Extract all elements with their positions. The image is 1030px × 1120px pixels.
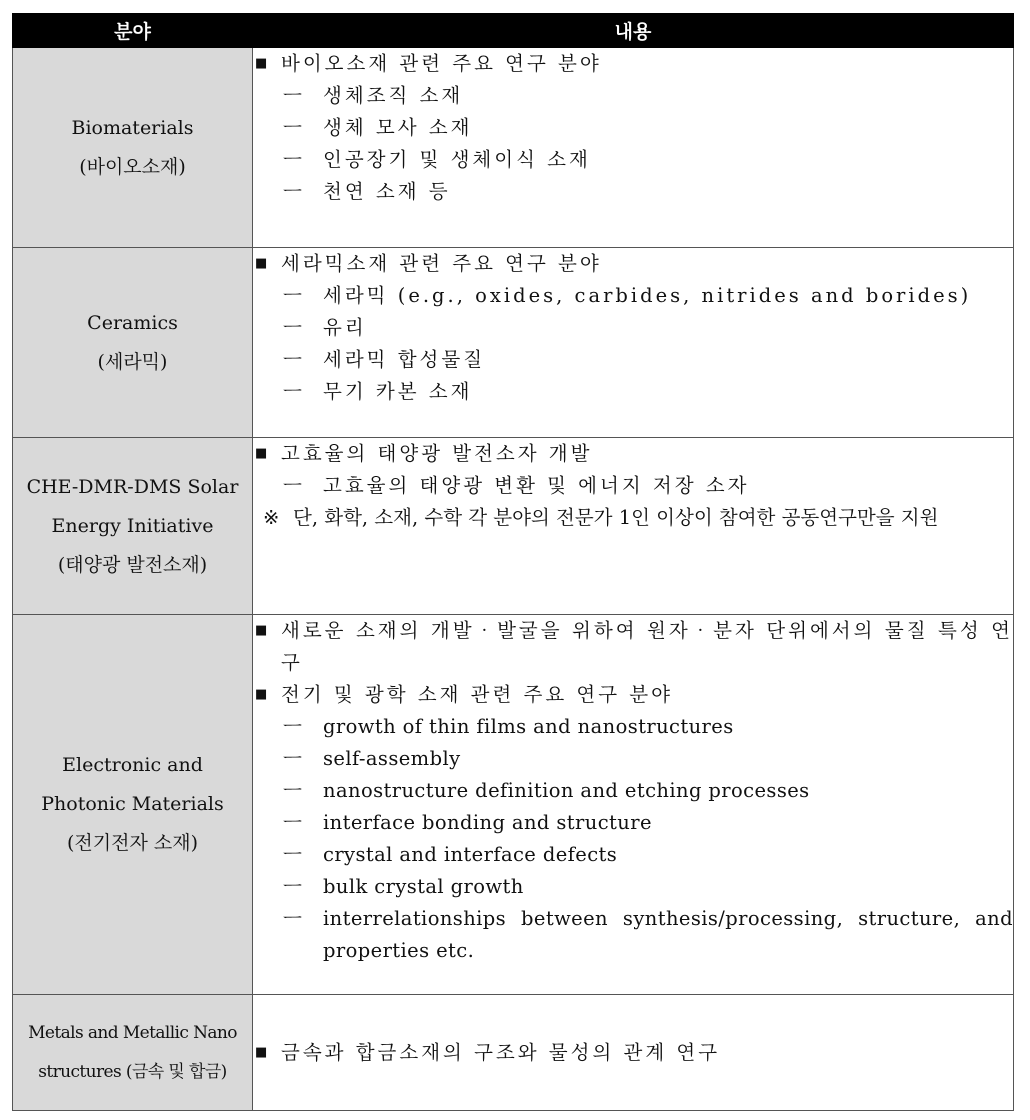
- sub-item-text: 유리: [323, 316, 367, 339]
- table-header-row: [13, 14, 1014, 48]
- square-bullet-icon: ■: [255, 56, 268, 71]
- field-label-line: structures (금속 및 합금): [38, 1061, 227, 1082]
- table-row: [13, 995, 1014, 1111]
- reference-mark-icon: ※: [263, 506, 280, 529]
- sub-item: [253, 871, 1013, 903]
- dash-marker-icon: ㅡ: [283, 907, 302, 930]
- dash-marker-icon: ㅡ: [283, 875, 302, 898]
- note-item: [253, 502, 1013, 534]
- table-row: [13, 48, 1014, 248]
- sub-item-text: bulk crystal growth: [323, 875, 524, 898]
- sub-item-text: self-assembly: [323, 747, 461, 770]
- field-label-line: Electronic and: [62, 754, 203, 776]
- square-bullet-icon: ■: [255, 1044, 268, 1060]
- field-label-line: (세라믹): [97, 350, 168, 373]
- field-cell: [13, 48, 253, 248]
- bullet-text: 금속과 합금소재의 구조와 물성의 관계 연구: [281, 1040, 721, 1064]
- dash-marker-icon: ㅡ: [283, 715, 302, 738]
- sub-item: [253, 80, 1013, 112]
- bullet-item: [253, 1037, 1013, 1069]
- field-cell: [13, 438, 253, 615]
- field-label-line: (바이오소재): [79, 155, 186, 178]
- sub-item-text: 세라믹 (e.g., oxides, carbides, nitrides and borides): [323, 284, 972, 307]
- dash-marker-icon: ㅡ: [283, 84, 302, 107]
- sub-item: [253, 470, 1013, 502]
- sub-item: [253, 144, 1013, 176]
- sub-item-text: 생체 모사 소재: [323, 116, 473, 139]
- dash-marker-icon: ㅡ: [283, 116, 302, 139]
- field-label-line: CHE-DMR-DMS Solar: [26, 475, 239, 498]
- sub-item-text: 생체조직 소재: [323, 84, 464, 107]
- dash-marker-icon: ㅡ: [283, 316, 302, 339]
- sub-item: [253, 839, 1013, 871]
- field-label-line: Energy Initiative: [51, 514, 214, 537]
- sub-item: [253, 376, 1013, 408]
- field-cell: [13, 995, 253, 1111]
- sub-item: [253, 312, 1013, 344]
- dash-marker-icon: ㅡ: [283, 180, 302, 203]
- bullet-item: [253, 679, 1013, 711]
- sub-item-text: nanostructure definition and etching processes: [323, 779, 810, 802]
- field-label-line: Photonic Materials: [41, 793, 224, 815]
- sub-item-text: interrelationships between synthesis/processing, structure, and properties etc.: [323, 907, 1013, 962]
- dash-marker-icon: ㅡ: [283, 348, 302, 371]
- bullet-text: 전기 및 광학 소재 관련 주요 연구 분야: [281, 683, 673, 706]
- sub-item-text: 천연 소재 등: [323, 180, 451, 203]
- research-fields-table: [12, 13, 1014, 1111]
- field-label-line: Biomaterials: [71, 116, 194, 139]
- square-bullet-icon: ■: [255, 256, 268, 271]
- dash-marker-icon: ㅡ: [283, 779, 302, 802]
- field-label-line: Ceramics: [87, 311, 178, 334]
- table-row: [13, 248, 1014, 438]
- sub-item: [253, 280, 1013, 312]
- bullet-text: 고효율의 태양광 발전소자 개발: [281, 442, 593, 465]
- content-cell: [253, 248, 1014, 438]
- content-cell: [253, 995, 1014, 1111]
- sub-item: [253, 903, 1013, 967]
- sub-item-text: 무기 카본 소재: [323, 380, 473, 403]
- square-bullet-icon: ■: [255, 687, 268, 702]
- sub-item-text: growth of thin films and nanostructures: [323, 715, 734, 738]
- dash-marker-icon: ㅡ: [283, 380, 302, 403]
- table-row: [13, 615, 1014, 995]
- bullet-item: [253, 438, 1013, 470]
- sub-item-text: crystal and interface defects: [323, 843, 618, 866]
- content-cell: [253, 48, 1014, 248]
- square-bullet-icon: ■: [255, 623, 268, 638]
- bullet-text: 세라믹소재 관련 주요 연구 분야: [281, 252, 602, 275]
- field-cell: [13, 248, 253, 438]
- header-content: 내용: [253, 14, 1014, 48]
- sub-item: [253, 807, 1013, 839]
- sub-item-text: interface bonding and structure: [323, 811, 652, 834]
- sub-item-text: 세라믹 합성물질: [323, 348, 486, 371]
- dash-marker-icon: ㅡ: [283, 474, 302, 497]
- square-bullet-icon: ■: [255, 446, 268, 461]
- field-label-line: (태양광 발전소재): [57, 553, 208, 576]
- field-label-line: Metals and Metallic Nano: [28, 1022, 237, 1043]
- bullet-text: 새로운 소재의 개발‧발굴을 위하여 원자‧분자 단위에서의 물질 특성 연구: [281, 619, 1013, 674]
- sub-item-text: 고효율의 태양광 변환 및 에너지 저장 소자: [323, 474, 750, 497]
- bullet-item: [253, 248, 1013, 280]
- dash-marker-icon: ㅡ: [283, 284, 302, 307]
- table-row: [13, 438, 1014, 615]
- bullet-item: [253, 615, 1013, 679]
- field-cell: [13, 615, 253, 995]
- sub-item: [253, 711, 1013, 743]
- sub-item: [253, 743, 1013, 775]
- sub-item: [253, 344, 1013, 376]
- field-label-line: (전기전자 소재): [67, 832, 198, 854]
- bullet-item: [253, 48, 1013, 80]
- dash-marker-icon: ㅡ: [283, 148, 302, 171]
- content-cell: [253, 615, 1014, 995]
- sub-item: [253, 112, 1013, 144]
- sub-item-text: 인공장기 및 생체이식 소재: [323, 148, 591, 171]
- sub-item: [253, 176, 1013, 208]
- sub-item: [253, 775, 1013, 807]
- bullet-text: 바이오소재 관련 주요 연구 분야: [281, 52, 602, 75]
- note-text: 단, 화학, 소재, 수학 각 분야의 전문가 1인 이상이 참여한 공동연구만을 지원: [293, 506, 939, 529]
- dash-marker-icon: ㅡ: [283, 811, 302, 834]
- dash-marker-icon: ㅡ: [283, 747, 302, 770]
- content-cell: [253, 438, 1014, 615]
- dash-marker-icon: ㅡ: [283, 843, 302, 866]
- header-field: 분야: [13, 14, 253, 48]
